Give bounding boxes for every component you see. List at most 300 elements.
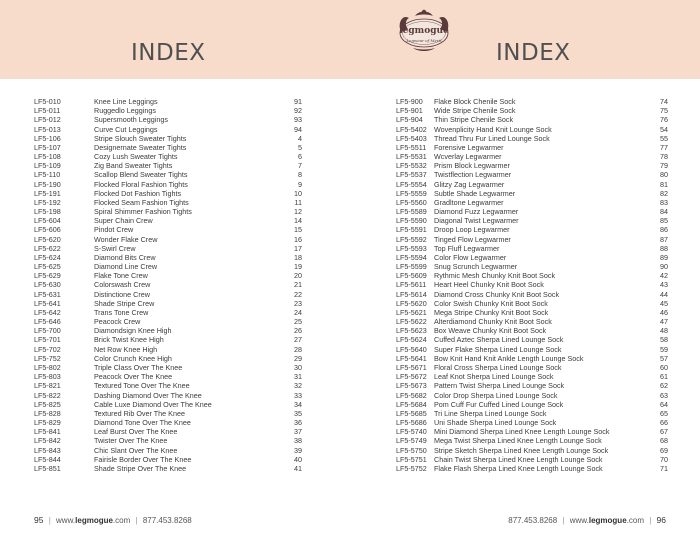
index-row	[34, 381, 302, 390]
page-number: 69	[660, 445, 668, 455]
product-code: LF5-5682	[396, 390, 427, 400]
product-name: Triple Class Over The Knee	[94, 362, 183, 372]
product-code: LF5-5560	[396, 197, 427, 207]
product-name: Mini Diamond Sherpa Lined Knee Length Lounge Sock	[434, 427, 610, 437]
page-number: 68	[660, 436, 668, 446]
page-number: 14	[294, 216, 302, 226]
product-name: Flake Block Chenile Sock	[434, 97, 516, 106]
product-name: Trans Tone Crew	[94, 307, 149, 317]
product-code: LF5-631	[34, 289, 61, 299]
product-name: Mega Stripe Chunky Knit Boot Sock	[434, 307, 549, 317]
product-code: LF5-851	[34, 463, 61, 473]
product-name: Textured Rib Over The Knee	[94, 408, 185, 418]
index-row	[34, 262, 302, 271]
index-row	[34, 244, 302, 253]
product-code: LF5-5559	[396, 188, 427, 198]
index-row	[34, 235, 302, 244]
index-row	[396, 180, 668, 189]
product-name: Scallop Blend Sweater Tights	[94, 170, 188, 180]
index-row	[34, 161, 302, 170]
product-name: Diamond Line Crew	[94, 262, 158, 272]
page-number: 32	[294, 381, 302, 391]
product-name: Fairisle Border Over The Knee	[94, 454, 192, 464]
index-row	[396, 427, 668, 436]
page-number: 44	[660, 289, 668, 299]
page-number: 27	[294, 335, 302, 345]
index-row	[34, 363, 302, 372]
product-name: Prism Block Legwarmer	[434, 161, 510, 171]
product-name: Colorswash Crew	[94, 280, 151, 290]
product-name: Cuffed Aztec Sherpa Lined Lounge Sock	[434, 335, 564, 345]
page-number: 29	[294, 353, 302, 363]
product-name: Color Flow Legwarmer	[434, 252, 507, 262]
product-name: Leaf Burst Over The Knee	[94, 427, 178, 437]
page-number: 85	[660, 216, 668, 226]
product-code: LF5-191	[34, 188, 61, 198]
page-number: 6	[298, 152, 302, 162]
product-name: Box Weave Chunky Knit Boot Sock	[434, 326, 547, 336]
product-code: LF5-5611	[396, 280, 427, 290]
index-row	[396, 115, 668, 124]
product-code: LF5-5622	[396, 317, 427, 327]
product-name: Top Fluff Legwarmer	[434, 243, 500, 253]
product-code: LF5-5740	[396, 427, 427, 437]
product-code: LF5-013	[34, 124, 61, 134]
index-row	[34, 372, 302, 381]
product-code: LF5-5673	[396, 381, 427, 391]
index-row	[34, 446, 302, 455]
index-row	[396, 134, 668, 143]
product-code: LF5-642	[34, 307, 61, 317]
page-number: 30	[294, 362, 302, 372]
page-number: 33	[294, 390, 302, 400]
product-code: LF5-5403	[396, 133, 427, 143]
product-code: LF5-700	[34, 326, 61, 336]
page-number: 77	[660, 142, 668, 152]
product-name: Pom Cuff Fur Cuffed Lined Lounge Sock	[434, 399, 564, 409]
product-code: LF5-641	[34, 298, 61, 308]
product-code: LF5-109	[34, 161, 61, 171]
product-code: LF5-5620	[396, 298, 427, 308]
page-number: 55	[660, 133, 668, 143]
product-name: Designernate Sweater Tights	[94, 142, 187, 152]
product-name: Super Chain Crew	[94, 216, 153, 226]
page-number: 84	[660, 207, 668, 217]
index-row	[396, 161, 668, 170]
page-number: 79	[660, 161, 668, 171]
index-row	[34, 299, 302, 308]
product-code: LF5-904	[396, 115, 423, 125]
page-number: 90	[660, 262, 668, 272]
page-number: 39	[294, 445, 302, 455]
product-code: LF5-5532	[396, 161, 427, 171]
page-number: 28	[294, 344, 302, 354]
index-row	[34, 335, 302, 344]
product-code: LF5-5623	[396, 326, 427, 336]
index-row	[34, 427, 302, 436]
page-number: 10	[294, 188, 302, 198]
index-row	[396, 299, 668, 308]
page-number: 42	[660, 271, 668, 281]
product-code: LF5-192	[34, 197, 61, 207]
product-name: Peacock Over The Knee	[94, 372, 173, 382]
index-row	[396, 363, 668, 372]
index-row	[34, 464, 302, 473]
product-name: Leaf Knot Sherpa Lined Lounge Sock	[434, 372, 554, 382]
page-number: 19	[294, 262, 302, 272]
index-list-right	[396, 97, 668, 473]
index-title-right: INDEX	[496, 40, 571, 66]
product-code: LF5-829	[34, 418, 61, 428]
index-row	[396, 418, 668, 427]
page-number: 57	[660, 353, 668, 363]
index-row	[34, 409, 302, 418]
page-number: 54	[660, 124, 668, 134]
page-number: 60	[660, 362, 668, 372]
index-row	[396, 436, 668, 445]
phone-number-left: 877.453.8268	[142, 516, 192, 525]
page-number: 41	[294, 463, 302, 473]
product-code: LF5-624	[34, 252, 61, 262]
index-row	[34, 290, 302, 299]
page-number: 8	[298, 170, 302, 180]
page-number: 22	[294, 289, 302, 299]
index-row	[396, 262, 668, 271]
footer-separator: |	[135, 516, 138, 525]
index-row	[34, 308, 302, 317]
page-number: 43	[660, 280, 668, 290]
product-code: LF5-606	[34, 225, 61, 235]
product-code: LF5-5750	[396, 445, 427, 455]
page-number: 82	[660, 188, 668, 198]
footer-right	[508, 515, 666, 525]
product-name: Spiral Shimmer Fashion Tights	[94, 207, 192, 217]
product-name: Gradltone Legwarmer	[434, 197, 504, 207]
product-name: Color Drop Sherpa Lined Lounge Sock	[434, 390, 558, 400]
page-number: 16	[294, 234, 302, 244]
index-row	[396, 464, 668, 473]
page-number: 59	[660, 344, 668, 354]
product-name: Diamond Cross Chunky Knit Boot Sock	[434, 289, 560, 299]
index-row	[396, 125, 668, 134]
product-code: LF5-5609	[396, 271, 427, 281]
product-code: LF5-701	[34, 335, 61, 345]
footer-left	[34, 515, 192, 525]
index-row	[396, 335, 668, 344]
website-prefix: www.	[56, 516, 76, 525]
product-code: LF5-752	[34, 353, 61, 363]
index-row	[34, 253, 302, 262]
product-code: LF5-620	[34, 234, 61, 244]
index-row	[34, 198, 302, 207]
product-code: LF5-198	[34, 207, 61, 217]
product-name: Shade Stripe Crew	[94, 298, 155, 308]
product-name: Textured Tone Over The Knee	[94, 381, 190, 391]
product-code: LF5-900	[396, 97, 423, 106]
index-row	[34, 391, 302, 400]
page-number: 64	[660, 399, 668, 409]
page-number: 38	[294, 436, 302, 446]
product-code: LF5-5614	[396, 289, 427, 299]
index-row	[396, 235, 668, 244]
index-row	[396, 290, 668, 299]
product-code: LF5-629	[34, 271, 61, 281]
page-number: 83	[660, 197, 668, 207]
product-name: Thread Thru Fur Lined Lounge Sock	[434, 133, 550, 143]
index-row	[396, 225, 668, 234]
logo-wordmark: legmogue	[399, 26, 449, 36]
product-code: LF5-821	[34, 381, 61, 391]
page-number: 36	[294, 418, 302, 428]
product-code: LF5-604	[34, 216, 61, 226]
page-number: 21	[294, 280, 302, 290]
website-brand: legmogue	[75, 516, 113, 525]
page-number: 7	[298, 161, 302, 171]
index-row	[34, 418, 302, 427]
website-brand: legmogue	[588, 516, 627, 525]
page-number: 86	[660, 225, 668, 235]
product-code: LF5-010	[34, 97, 61, 106]
header-band	[0, 0, 700, 79]
index-row	[396, 143, 668, 152]
product-name: Diamondsign Knee High	[94, 326, 172, 336]
page-number: 78	[660, 152, 668, 162]
website-suffix: .com	[626, 516, 644, 525]
index-row	[396, 216, 668, 225]
page-number: 40	[294, 454, 302, 464]
index-row	[396, 97, 668, 106]
product-name: Zig Band Sweater Tights	[94, 161, 173, 171]
index-row	[34, 271, 302, 280]
index-row	[34, 436, 302, 445]
index-row	[34, 317, 302, 326]
page-number: 67	[660, 427, 668, 437]
product-code: LF5-5531	[396, 152, 427, 162]
index-row	[396, 244, 668, 253]
product-name: Subtle Shade Legwarmer	[434, 188, 516, 198]
index-row	[34, 143, 302, 152]
product-code: LF5-5537	[396, 170, 427, 180]
product-code: LF5-5589	[396, 207, 427, 217]
page-number: 46	[660, 307, 668, 317]
product-name: Rythmic Mesh Chunky Knit Boot Sock	[434, 271, 556, 281]
product-name: Tri Line Sherpa Lined Lounge Sock	[434, 408, 547, 418]
product-name: Curve Cut Leggings	[94, 124, 158, 134]
page-number: 48	[660, 326, 668, 336]
product-code: LF5-844	[34, 454, 61, 464]
index-row	[34, 326, 302, 335]
page-number: 63	[660, 390, 668, 400]
index-row	[396, 280, 668, 289]
index-row	[396, 400, 668, 409]
product-name: Flake Tone Crew	[94, 271, 148, 281]
index-row	[34, 207, 302, 216]
product-name: Mega Twist Sherpa Lined Knee Length Lounge Sock	[434, 436, 602, 446]
page-number: 47	[660, 317, 668, 327]
product-name: Cozy Lush Sweater Tights	[94, 152, 178, 162]
index-row	[396, 152, 668, 161]
index-row	[34, 400, 302, 409]
product-code: LF5-5511	[396, 142, 427, 152]
product-name: Pindot Crew	[94, 225, 134, 235]
product-code: LF5-190	[34, 179, 61, 189]
product-code: LF5-012	[34, 115, 61, 125]
index-row	[34, 115, 302, 124]
index-row	[34, 125, 302, 134]
product-code: LF5-5640	[396, 344, 427, 354]
page-number: 35	[294, 408, 302, 418]
product-code: LF5-5686	[396, 418, 427, 428]
product-name: Net Row Knee High	[94, 344, 158, 354]
index-title-left: INDEX	[131, 40, 206, 66]
index-row	[34, 225, 302, 234]
product-code: LF5-107	[34, 142, 61, 152]
index-row	[396, 345, 668, 354]
product-name: Alterdiamond Chunky Knit Boot Sock	[434, 317, 552, 327]
page-number: 9	[298, 179, 302, 189]
product-name: Flake Flash Sherpa Lined Knee Length Lounge Sock	[434, 463, 603, 473]
product-code: LF5-803	[34, 372, 61, 382]
page-number: 70	[660, 454, 668, 464]
page-number: 71	[660, 463, 668, 473]
index-row	[34, 354, 302, 363]
page-number: 62	[660, 381, 668, 391]
page-number: 74	[660, 97, 668, 106]
product-name: Forensive Legwarmer	[434, 142, 504, 152]
product-name: Heart Heel Chunky Knit Boot Sock	[434, 280, 544, 290]
product-code: LF5-5592	[396, 234, 427, 244]
product-name: Chic Slant Over The Knee	[94, 445, 178, 455]
product-name: Flocked Seam Fashion Tights	[94, 197, 189, 207]
product-code: LF5-843	[34, 445, 61, 455]
phone-number-right: 877.453.8268	[508, 516, 558, 525]
page-number: 17	[294, 243, 302, 253]
page-number: 94	[294, 124, 302, 134]
product-code: LF5-5685	[396, 408, 427, 418]
index-row	[34, 180, 302, 189]
page-number: 15	[294, 225, 302, 235]
product-code: LF5-5554	[396, 179, 427, 189]
website-link-left[interactable]	[56, 516, 130, 525]
product-name: Brick Twist Knee High	[94, 335, 164, 345]
page-number: 11	[294, 197, 302, 207]
page-number: 89	[660, 252, 668, 262]
index-row	[396, 391, 668, 400]
product-code: LF5-5749	[396, 436, 427, 446]
page-number: 20	[294, 271, 302, 281]
page-number: 61	[660, 372, 668, 382]
index-row	[396, 253, 668, 262]
index-row	[34, 134, 302, 143]
page-number-left: 95	[34, 515, 44, 525]
page-number: 58	[660, 335, 668, 345]
product-name: Chain Twist Sherpa Lined Knee Length Lounge Sock	[434, 454, 603, 464]
footer-separator: |	[48, 516, 51, 525]
product-name: Super Flake Sherpa Lined Lounge Sock	[434, 344, 562, 354]
page-number: 23	[294, 298, 302, 308]
product-name: Wovenplicity Hand Knit Lounge Sock	[434, 124, 552, 134]
product-code: LF5-5402	[396, 124, 427, 134]
index-row	[396, 446, 668, 455]
website-link-right[interactable]	[570, 516, 644, 525]
product-code: LF5-5641	[396, 353, 427, 363]
product-name: Bow Knit Hand Knit Ankle Length Lounge Sock	[434, 353, 584, 363]
page-number: 80	[660, 170, 668, 180]
product-name: Color Swish Chunky Knit Boot Sock	[434, 298, 548, 308]
index-row	[396, 198, 668, 207]
page-number: 76	[660, 115, 668, 125]
product-name: Distinctione Crew	[94, 289, 150, 299]
product-name: Diamond Tone Over The Knee	[94, 418, 191, 428]
product-name: S-Swirl Crew	[94, 243, 136, 253]
product-name: Diamond Bits Crew	[94, 252, 156, 262]
product-name: Diagonal Twist Legwarmer	[434, 216, 519, 226]
product-name: Glitzy Zag Legwarmer	[434, 179, 505, 189]
index-row	[396, 207, 668, 216]
page-number: 81	[660, 179, 668, 189]
index-row	[34, 189, 302, 198]
product-name: Thin Stripe Chenile Sock	[434, 115, 514, 125]
product-code: LF5-110	[34, 170, 61, 180]
product-name: Pattern Twist Sherpa Lined Lounge Sock	[434, 381, 565, 391]
page-number: 12	[294, 207, 302, 217]
product-code: LF5-5672	[396, 372, 427, 382]
index-row	[34, 345, 302, 354]
page-number: 4	[298, 133, 302, 143]
index-row	[34, 455, 302, 464]
website-prefix: www.	[569, 516, 589, 525]
product-code: LF5-5621	[396, 307, 427, 317]
product-code: LF5-702	[34, 344, 61, 354]
product-name: Cable Luxe Diamond Over The Knee	[94, 399, 212, 409]
page-number: 25	[294, 317, 302, 327]
page-number: 93	[294, 115, 302, 125]
product-name: Tinged Flow Legwarmer	[434, 234, 511, 244]
page-number: 88	[660, 243, 668, 253]
product-name: Dashing Diamond Over The Knee	[94, 390, 202, 400]
page-number: 5	[298, 142, 302, 152]
page-number: 91	[294, 97, 302, 106]
index-row	[396, 308, 668, 317]
product-code: LF5-5684	[396, 399, 427, 409]
index-row	[396, 354, 668, 363]
index-row	[396, 409, 668, 418]
brand-logo	[393, 6, 455, 58]
product-name: Uni Shade Sherpa Lined Lounge Sock	[434, 418, 557, 428]
product-name: Flocked Dot Fashion Tights	[94, 188, 182, 198]
product-name: Wcverlay Legwarmer	[434, 152, 502, 162]
product-code: LF5-5624	[396, 335, 427, 345]
index-row	[396, 381, 668, 390]
product-code: LF5-802	[34, 362, 61, 372]
product-code: LF5-5599	[396, 262, 427, 272]
index-row	[396, 106, 668, 115]
website-suffix: .com	[112, 516, 131, 525]
index-row	[34, 106, 302, 115]
product-name: Droop Loop Legwarmer	[434, 225, 510, 235]
product-code: LF5-842	[34, 436, 61, 446]
product-code: LF5-5751	[396, 454, 427, 464]
page-number: 31	[294, 372, 302, 382]
product-code: LF5-825	[34, 399, 61, 409]
product-code: LF5-5591	[396, 225, 427, 235]
logo-tagline: Legwear of Merit	[406, 38, 442, 43]
product-code: LF5-901	[396, 106, 423, 116]
product-name: Wonder Flake Crew	[94, 234, 158, 244]
index-row	[396, 455, 668, 464]
product-code: LF5-108	[34, 152, 61, 162]
index-row	[396, 170, 668, 179]
